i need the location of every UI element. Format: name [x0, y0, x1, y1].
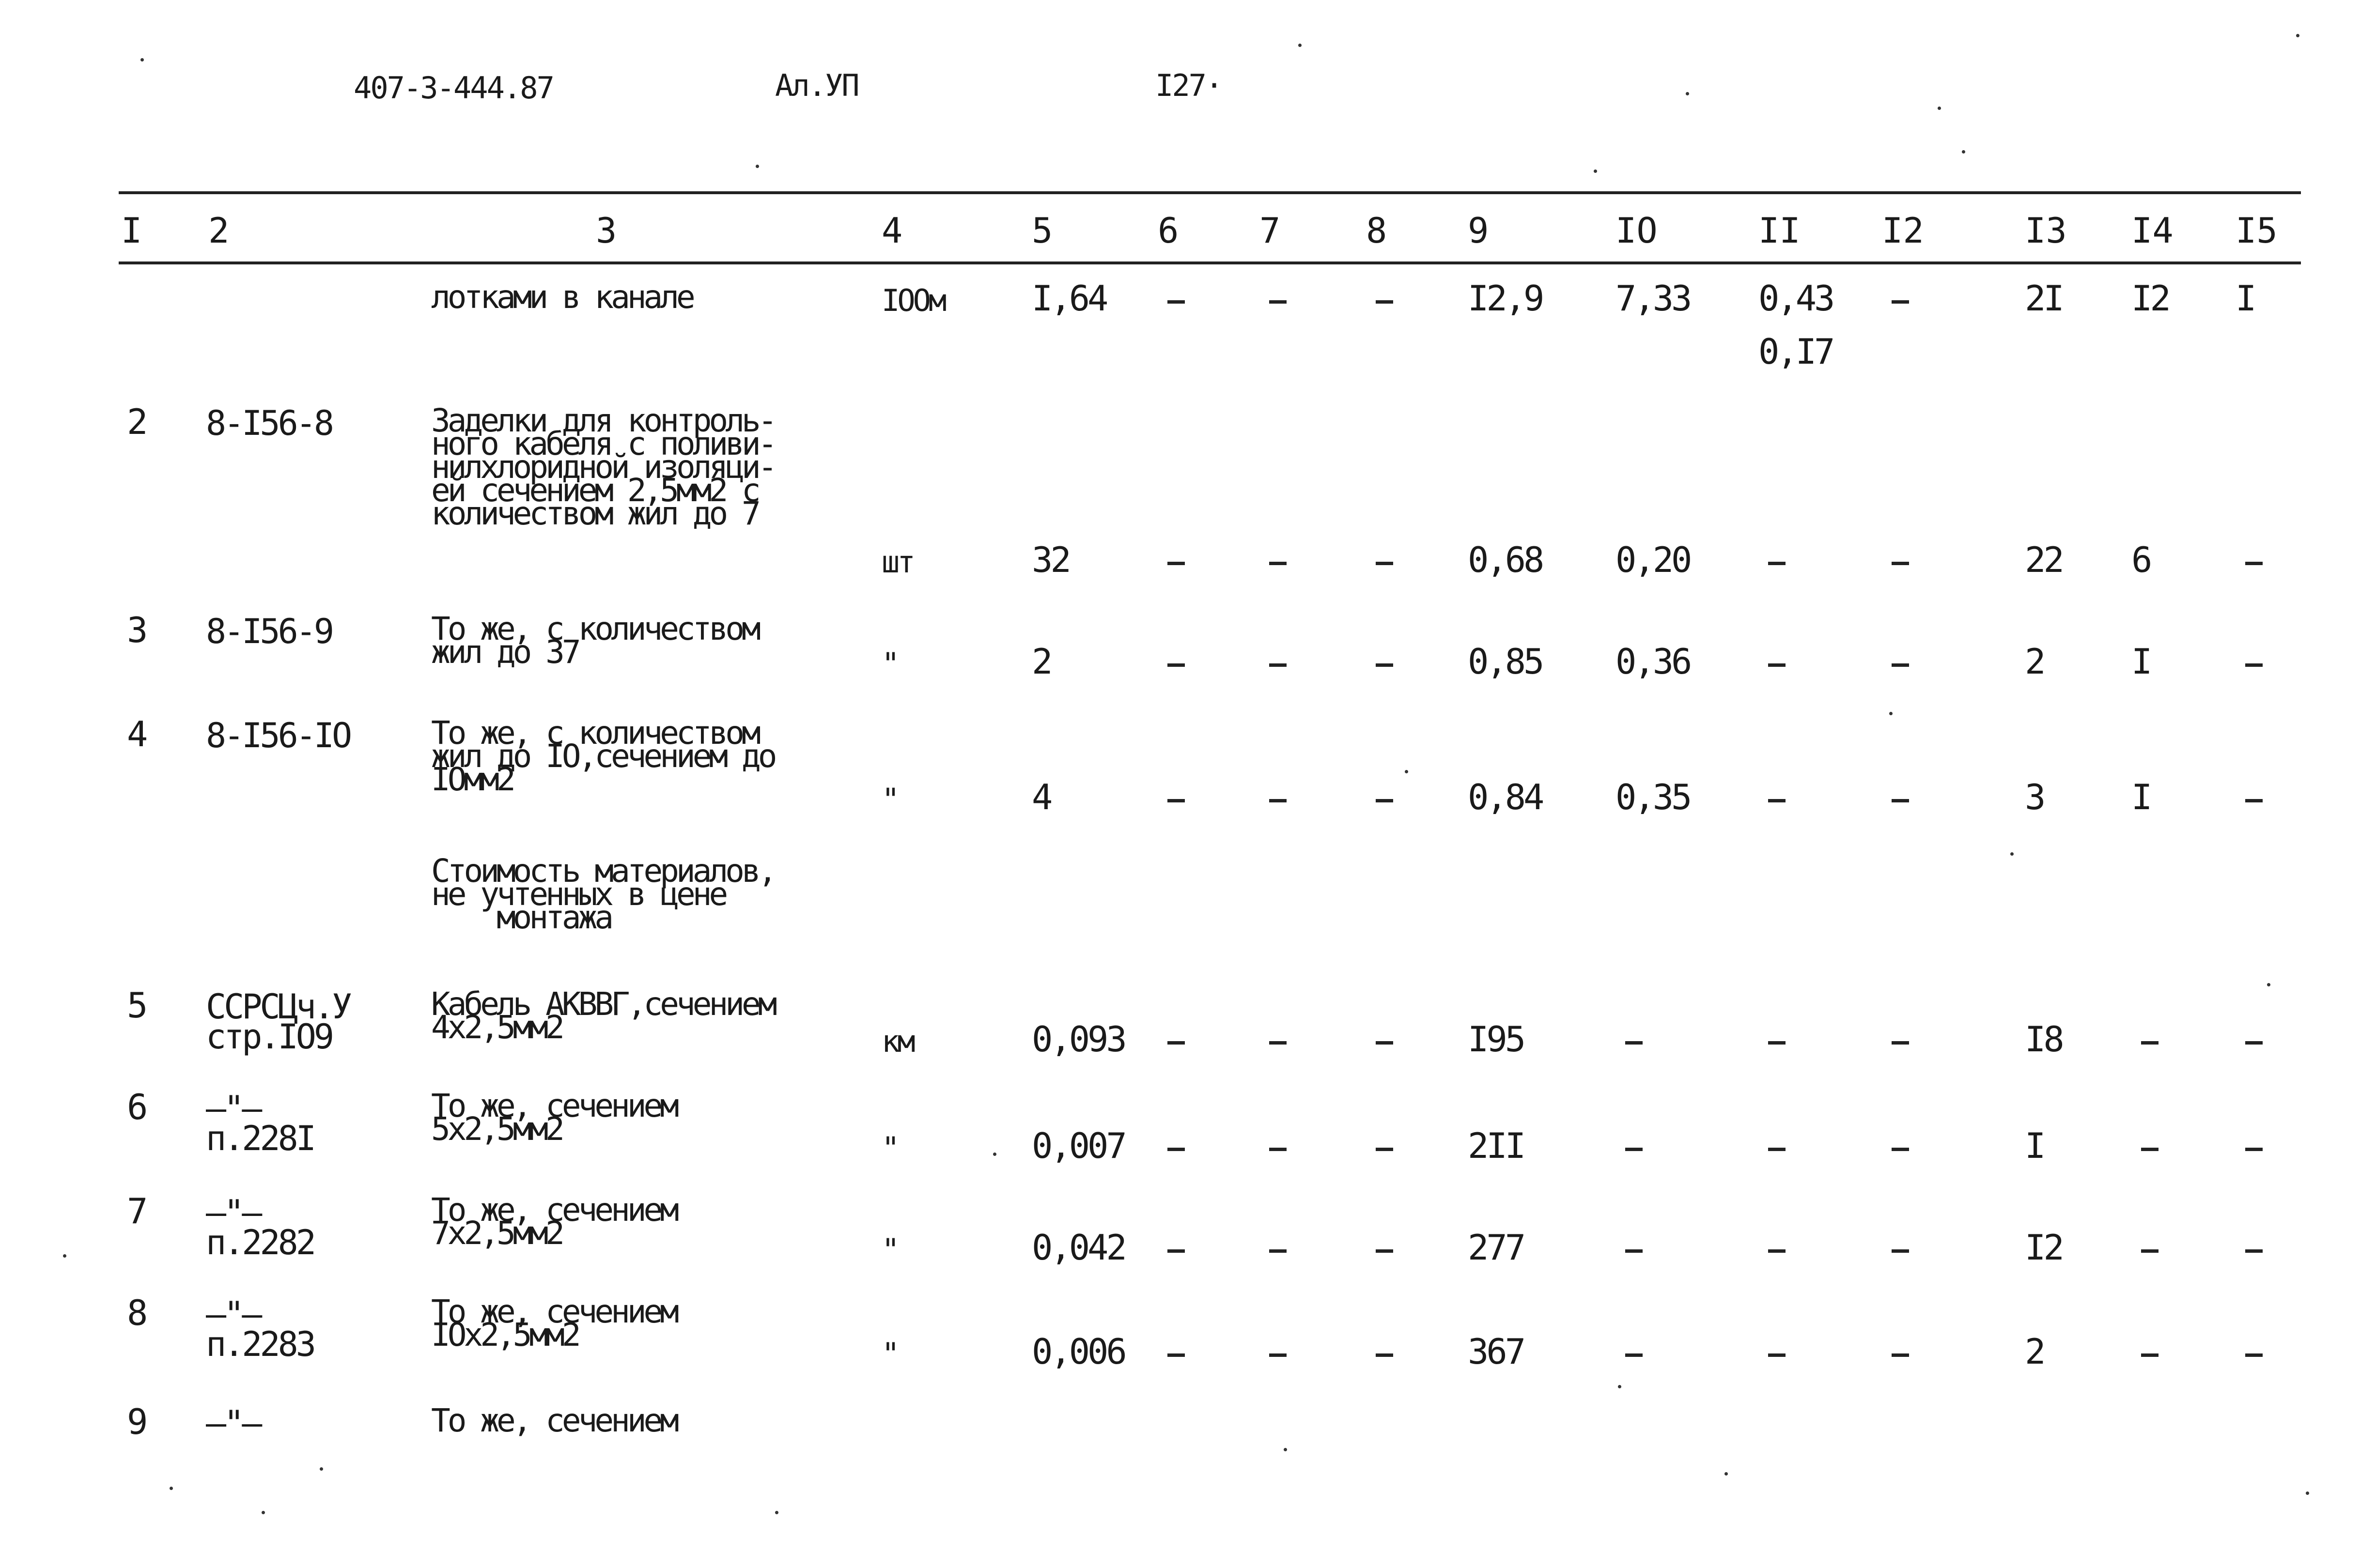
dash-text-c8: [1376, 1235, 1396, 1275]
column-header-12: I2: [1882, 210, 1924, 251]
scan-speck: [63, 1254, 66, 1258]
dash-text-c11: [1768, 1235, 1788, 1275]
value-c10: 0,35: [1615, 777, 1690, 817]
scan-speck: [756, 165, 759, 168]
work-description: Заделки для контроль- ного кабеля с поливи- нилхлоридной изоляци- ей сечением 2,5мм2 с количеством жил до 7: [431, 402, 775, 532]
column-header-4: 4: [882, 210, 903, 251]
value-c5: 32: [1032, 539, 1069, 580]
dash-text-c12: [1892, 784, 1912, 824]
row-number: 4: [127, 714, 146, 754]
scan-speck: [2306, 1491, 2309, 1495]
dash-text-c15: [2245, 1133, 2266, 1173]
unit: ": [882, 782, 898, 817]
scan-speck: [320, 1467, 323, 1471]
dash-text-c12: [1892, 1235, 1912, 1275]
column-header-2: 2: [208, 210, 230, 251]
work-description: То же, сечением 5х2,5мм2: [431, 1087, 677, 1148]
value-c10: 7,33: [1615, 278, 1690, 319]
work-description: То же, сечением 7х2,5мм2: [431, 1191, 677, 1252]
rate-code: 8-I56-9: [206, 612, 332, 651]
dash-text-c12: [1892, 286, 1912, 325]
dash-text-c7: [1269, 547, 1289, 587]
row-number: 8: [127, 1292, 146, 1333]
value-c9: 277: [1468, 1227, 1524, 1268]
scan-speck: [2010, 852, 2014, 856]
dash-text-c14: [2141, 1027, 2161, 1066]
dash-text-c7: [1269, 286, 1289, 325]
row-number: 5: [127, 985, 146, 1026]
row-number: 2: [127, 401, 146, 442]
dash-text-c10: [1625, 1235, 1646, 1275]
document-code: 407-3-444.87: [354, 70, 553, 106]
dash-text-c15: [2245, 784, 2266, 824]
scan-speck: [170, 1487, 173, 1490]
column-header-3: 3: [596, 210, 617, 251]
column-header-6: 6: [1158, 210, 1179, 251]
column-header-9: 9: [1468, 210, 1489, 251]
value-c5: 4: [1032, 777, 1051, 817]
dash-text-c6: [1167, 649, 1188, 689]
value-c14: I: [2131, 641, 2150, 682]
work-description: То же, сечением IOх2,5мм2: [431, 1293, 677, 1353]
column-header-8: 8: [1366, 210, 1387, 251]
value-c13: I2: [2025, 1227, 2062, 1268]
value-c13: 22: [2025, 539, 2062, 580]
unit: IOOм: [882, 283, 945, 318]
work-description: То же, с количеством жил до IO,сечением до IOмм2: [431, 714, 775, 798]
rate-code: ССРСЦч.У стр.IO9: [206, 987, 350, 1057]
row-number: 7: [127, 1191, 146, 1231]
scan-speck: [1594, 169, 1597, 173]
dash-text-c14: [2141, 1235, 2161, 1275]
unit: ": [882, 1130, 898, 1166]
value-c5: 0,093: [1032, 1019, 1125, 1060]
dash-text-c6: [1167, 1339, 1188, 1379]
dash-text-c14: [2141, 1339, 2161, 1379]
value-c10: 0,36: [1615, 641, 1690, 682]
rate-code: 8-I56-8: [206, 403, 332, 443]
scan-speck: [2296, 34, 2299, 37]
scan-speck: [1889, 712, 1893, 715]
dash-text-c11: [1768, 1027, 1788, 1066]
dash-text-c8: [1376, 1133, 1396, 1173]
scan-speck: [993, 1153, 996, 1156]
value-c5: I,64: [1032, 278, 1106, 319]
dash-text-c10: [1625, 1339, 1646, 1379]
row-number: 9: [127, 1401, 146, 1442]
dash-text-c6: [1167, 1027, 1188, 1066]
value-c13: 2: [2025, 1331, 2044, 1372]
album-label: Ал.УП: [775, 68, 858, 103]
dash-text-c7: [1269, 649, 1289, 689]
unit: шт: [882, 544, 913, 580]
row-number: 3: [127, 610, 146, 650]
dash-text-c8: [1376, 1027, 1396, 1066]
dash-text-c12: [1892, 649, 1912, 689]
work-description: лотками в канале: [431, 278, 693, 316]
dash-text-c10: [1625, 1027, 1646, 1066]
dash-text-c8: [1376, 1339, 1396, 1379]
dash-text-c8: [1376, 784, 1396, 824]
value-c13: I8: [2025, 1019, 2062, 1060]
value-c13: 3: [2025, 777, 2044, 817]
dash-text-c10: [1625, 1133, 1646, 1173]
work-description: То же, сечением: [431, 1402, 677, 1439]
value-c11: 0,43: [1758, 278, 1833, 319]
unit: ": [882, 1336, 898, 1371]
dash-text-c7: [1269, 1133, 1289, 1173]
column-header-13: I3: [2025, 210, 2067, 251]
dash-text-c6: [1167, 784, 1188, 824]
page-number: I27·: [1155, 68, 1222, 103]
value-c9: I95: [1468, 1019, 1524, 1060]
dash-text-c8: [1376, 286, 1396, 325]
dash-text-c11: [1768, 1339, 1788, 1379]
value-c14: I: [2131, 777, 2150, 817]
column-header-7: 7: [1259, 210, 1281, 251]
value-c13: 2I: [2025, 278, 2062, 319]
scan-speck: [1686, 92, 1689, 95]
column-header-15: I5: [2236, 210, 2278, 251]
rate-code: –"–: [206, 1403, 260, 1443]
dash-text-c15: [2245, 1339, 2266, 1379]
value-c5: 0,006: [1032, 1331, 1125, 1372]
dash-text-c8: [1376, 649, 1396, 689]
scan-speck: [2267, 983, 2270, 986]
dash-text-c11: [1768, 649, 1788, 689]
scan-speck: [1938, 107, 1941, 110]
scan-speck: [775, 1511, 778, 1514]
row-number: 6: [127, 1087, 146, 1127]
value-c13: 2: [2025, 641, 2044, 682]
work-description: Стоимость материалов, не учтенных в цене монтажа: [431, 852, 775, 936]
dash-text-c14: [2141, 1133, 2161, 1173]
value-c14: 6: [2131, 539, 2150, 580]
value-c5: 0,042: [1032, 1227, 1125, 1268]
column-header-5: 5: [1032, 210, 1053, 251]
scan-speck: [1962, 150, 1965, 154]
value-c15: I: [2236, 278, 2254, 319]
value-c14: I2: [2131, 278, 2169, 319]
dash-text-c6: [1167, 286, 1188, 325]
work-description: То же, с количеством жил до 37: [431, 610, 758, 671]
column-header-10: IO: [1615, 210, 1658, 251]
rate-code: –"– п.2282: [206, 1193, 314, 1262]
dash-text-c12: [1892, 1133, 1912, 1173]
dash-text-c7: [1269, 1027, 1289, 1066]
value-c9: 367: [1468, 1331, 1524, 1372]
dash-text-c11: [1768, 547, 1788, 587]
work-description: Кабель АКВВГ,сечением 4х2,5мм2: [431, 985, 775, 1046]
dash-text-c12: [1892, 547, 1912, 587]
value-c13: I: [2025, 1125, 2044, 1166]
dash-text-c7: [1269, 1339, 1289, 1379]
rate-code: –"– п.228I: [206, 1089, 314, 1158]
dash-text-c15: [2245, 1235, 2266, 1275]
scan-speck: [262, 1511, 265, 1514]
rate-code: –"– п.2283: [206, 1294, 314, 1364]
dash-text-c12: [1892, 1339, 1912, 1379]
value-c5: 0,007: [1032, 1125, 1125, 1166]
dash-text-c11: [1768, 1133, 1788, 1173]
value-c11-second: 0,I7: [1758, 331, 1833, 372]
scan-speck: [1405, 770, 1408, 773]
dash-text-c7: [1269, 784, 1289, 824]
value-c9: 0,68: [1468, 539, 1542, 580]
value-c5: 2: [1032, 641, 1051, 682]
dash-text-c8: [1376, 547, 1396, 587]
unit: км: [882, 1024, 913, 1059]
value-c10: 0,20: [1615, 539, 1690, 580]
dash-text-c15: [2245, 1027, 2266, 1066]
scan-speck: [1724, 1472, 1728, 1476]
dash-text-c11: [1768, 784, 1788, 824]
unit: ": [882, 1232, 898, 1267]
scan-speck: [1284, 1448, 1287, 1451]
value-c9: I2,9: [1468, 278, 1542, 319]
dash-text-c15: [2245, 547, 2266, 587]
dash-text-c12: [1892, 1027, 1912, 1066]
dash-text-c15: [2245, 649, 2266, 689]
scan-speck: [1298, 44, 1302, 47]
value-c9: 0,85: [1468, 641, 1542, 682]
dash-text-c6: [1167, 1133, 1188, 1173]
dash-text-c6: [1167, 1235, 1188, 1275]
scan-speck: [140, 58, 144, 61]
dash-text-c7: [1269, 1235, 1289, 1275]
dash-text-c6: [1167, 547, 1188, 587]
header-rule: [119, 261, 2301, 264]
unit: ": [882, 646, 898, 681]
column-header-11: II: [1758, 210, 1801, 251]
column-header-1: I: [121, 210, 142, 251]
top-rule: [119, 191, 2301, 194]
value-c9: 2II: [1468, 1125, 1524, 1166]
scan-speck: [1618, 1385, 1621, 1388]
rate-code: 8-I56-IO: [206, 716, 350, 755]
column-header-14: I4: [2131, 210, 2174, 251]
value-c9: 0,84: [1468, 777, 1542, 817]
